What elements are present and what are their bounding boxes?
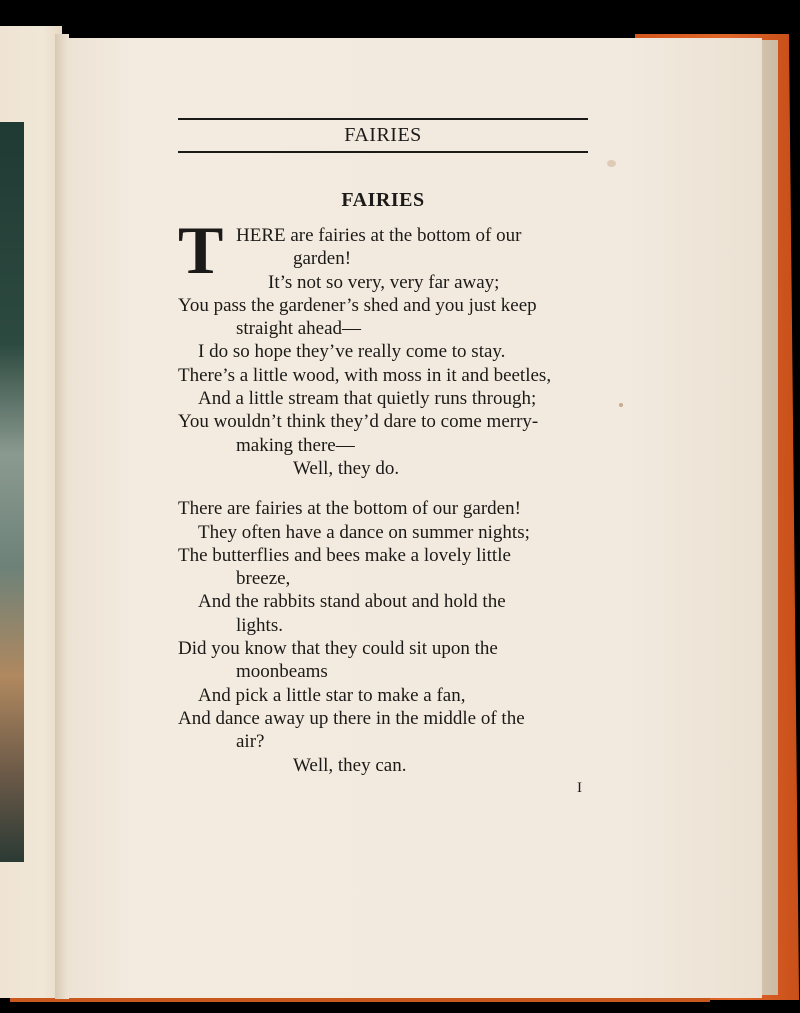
poem-line: moonbeams (236, 661, 328, 683)
poem-line: Did you know that they could sit upon the (178, 638, 498, 660)
poem-line: And a little stream that quietly runs through; (198, 388, 537, 410)
illustration-plate (0, 122, 24, 862)
poem-line: You wouldn’t think they’d dare to come merry- (178, 411, 539, 433)
book-gutter (55, 34, 69, 999)
poem-line: Well, they can. (293, 754, 407, 776)
poem-line: It’s not so very, very far away; (268, 271, 500, 293)
drop-cap: T (178, 212, 224, 288)
poem-line: T HERE are fairies at the bottom of our (178, 212, 522, 288)
poem-line: And pick a little star to make a fan, (198, 684, 466, 706)
poem-line: lights. (236, 614, 283, 636)
running-head: FAIRIES (178, 118, 588, 153)
poem-line: breeze, (236, 568, 291, 590)
poem-line: And dance away up there in the middle of the (178, 707, 525, 729)
page-number: I (577, 780, 582, 796)
stanza (178, 497, 588, 777)
poem-line: There are fairies at the bottom of our garden! (178, 498, 521, 520)
left-facing-page (0, 26, 62, 998)
poem-line: Well, they do. (293, 457, 400, 479)
poem-line: You pass the gardener’s shed and you just keep (178, 294, 537, 316)
paper-stain (619, 403, 623, 407)
poem-line: And the rabbits stand about and hold the (198, 591, 506, 613)
poem-line: There’s a little wood, with moss in it and beetles, (178, 364, 552, 386)
poem-title: FAIRIES (341, 189, 425, 211)
poem-line: The butterflies and bees make a lovely little (178, 544, 511, 566)
poem-body (178, 212, 588, 777)
poem-line: air? (236, 731, 265, 753)
page-content (178, 118, 588, 777)
poem-line: They often have a dance on summer nights; (198, 521, 530, 543)
poem-line: straight ahead— (236, 318, 362, 340)
paper-stain (607, 160, 616, 167)
poem-line: making there— (236, 434, 355, 456)
poem-line: I do so hope they’ve really come to stay. (198, 341, 506, 363)
poem-line: garden! (293, 248, 352, 270)
stanza (178, 212, 588, 480)
